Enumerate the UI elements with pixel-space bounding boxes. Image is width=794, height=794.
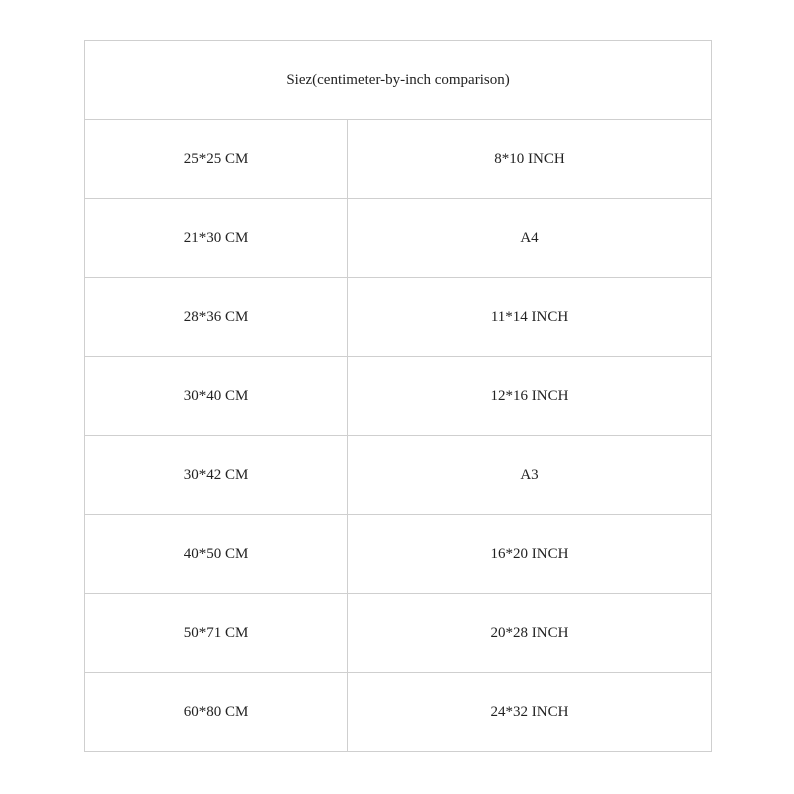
table-row bbox=[85, 515, 712, 594]
cm-size-cell: 60*80 CM bbox=[85, 673, 348, 752]
table-row bbox=[85, 278, 712, 357]
table-title: Siez(centimeter-by-inch comparison) bbox=[85, 41, 712, 120]
table-row bbox=[85, 673, 712, 752]
table-row bbox=[85, 199, 712, 278]
cm-size-cell: 21*30 CM bbox=[85, 199, 348, 278]
cm-size-cell: 30*42 CM bbox=[85, 436, 348, 515]
table-row bbox=[85, 120, 712, 199]
table-header-row bbox=[85, 41, 712, 120]
inch-size-cell: 16*20 INCH bbox=[348, 515, 712, 594]
cm-size-cell: 40*50 CM bbox=[85, 515, 348, 594]
table-row bbox=[85, 357, 712, 436]
cm-size-cell: 50*71 CM bbox=[85, 594, 348, 673]
table-row bbox=[85, 436, 712, 515]
inch-size-cell: A3 bbox=[348, 436, 712, 515]
cm-size-cell: 28*36 CM bbox=[85, 278, 348, 357]
inch-size-cell: 12*16 INCH bbox=[348, 357, 712, 436]
size-comparison-table bbox=[84, 40, 712, 752]
table-row bbox=[85, 594, 712, 673]
cm-size-cell: 25*25 CM bbox=[85, 120, 348, 199]
cm-size-cell: 30*40 CM bbox=[85, 357, 348, 436]
inch-size-cell: 11*14 INCH bbox=[348, 278, 712, 357]
inch-size-cell: 20*28 INCH bbox=[348, 594, 712, 673]
inch-size-cell: A4 bbox=[348, 199, 712, 278]
inch-size-cell: 24*32 INCH bbox=[348, 673, 712, 752]
inch-size-cell: 8*10 INCH bbox=[348, 120, 712, 199]
